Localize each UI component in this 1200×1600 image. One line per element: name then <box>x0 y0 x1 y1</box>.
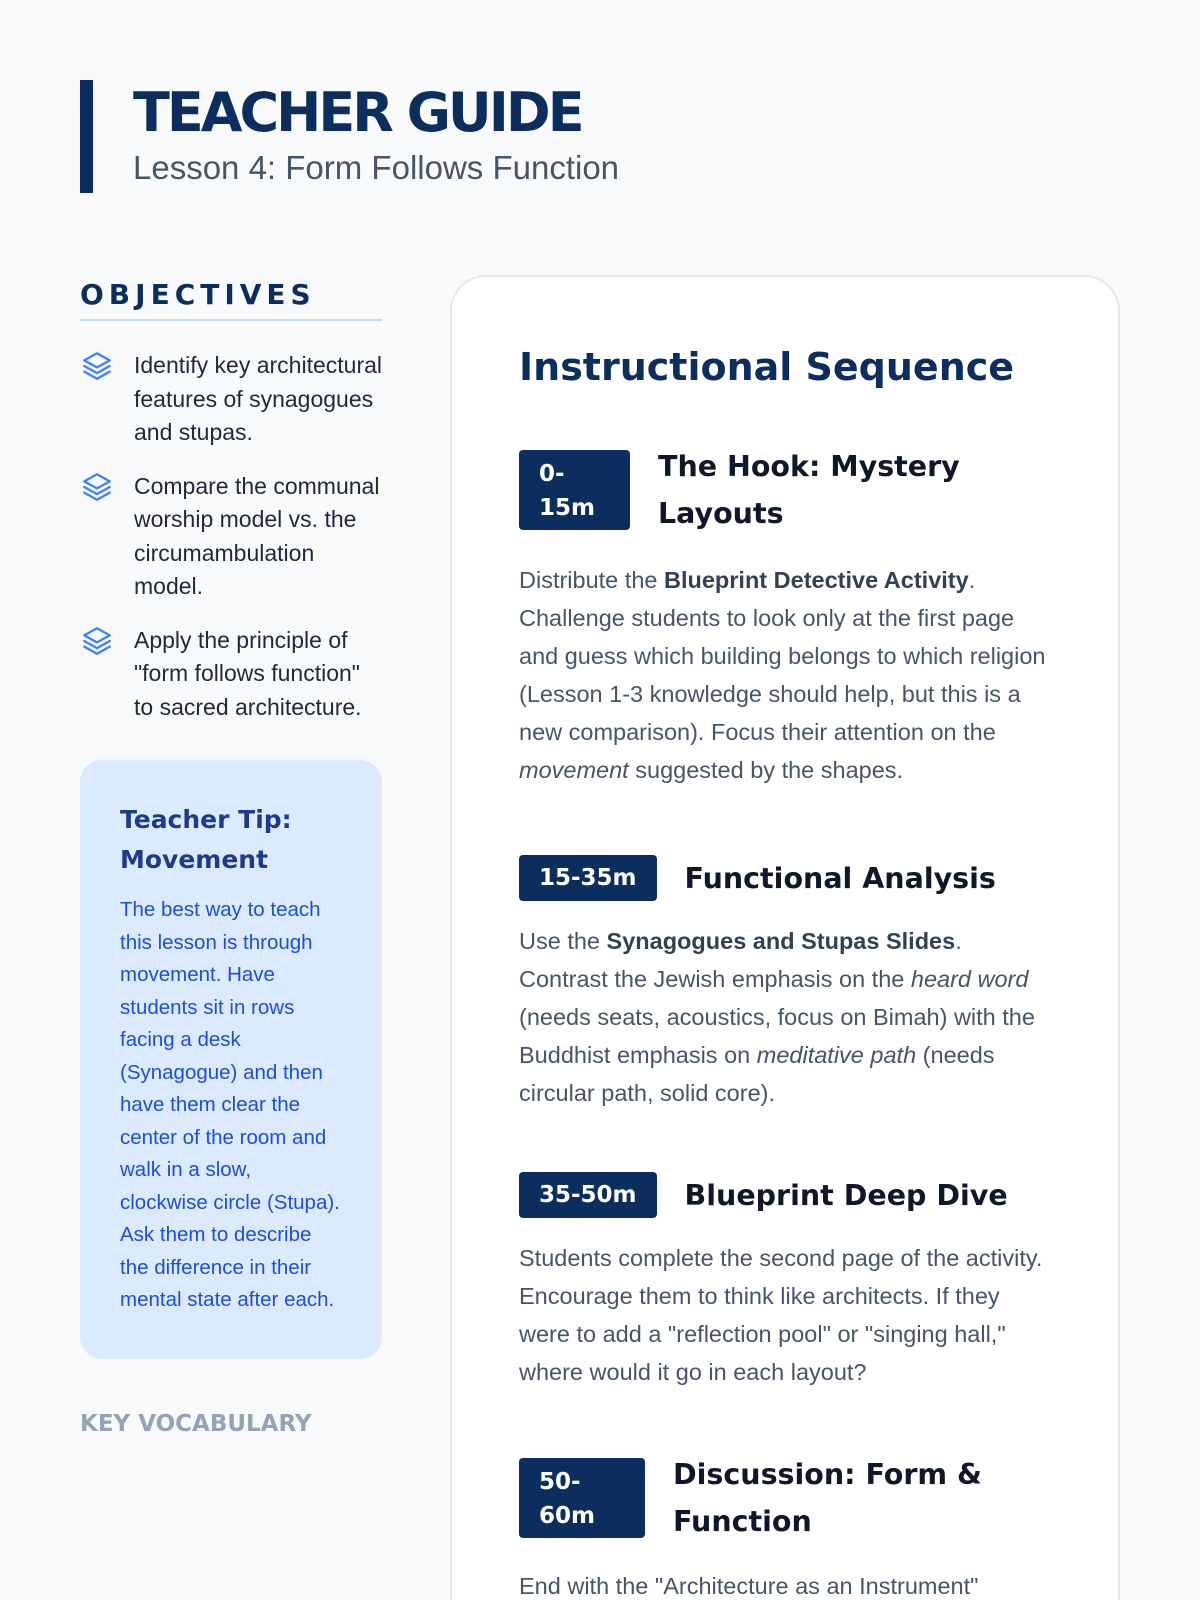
step-header <box>519 1172 1050 1219</box>
key-vocabulary-heading: KEY VOCABULARY <box>80 1410 312 1437</box>
teacher-tip-body: The best way to teach this lesson is through movement. Have students sit in rows facing a desk (Synagogue) and then have them clear the center of the room and walk in a slow, clockwise circle (Stupa). Ask them to describe the difference in their mental state after each. <box>120 898 340 1311</box>
time-badge: 35-50m <box>519 1172 657 1218</box>
page-title: TEACHER GUIDE <box>133 81 582 144</box>
sequence-step <box>519 1451 1050 1600</box>
layers-icon <box>80 349 114 383</box>
objective-text: Identify key architectural features of synagogues and stupas. <box>134 352 383 445</box>
objective-item <box>80 624 382 725</box>
step-description: Students complete the second page of the activity. Encourage them to think like architects. If they were to add a "reflection pool" or "singing hall," where would it go in each layout? <box>519 1244 1043 1385</box>
step-title: Discussion: Form & Function <box>673 1457 982 1538</box>
sidebar <box>80 278 382 1437</box>
time-badge: 50-60m <box>519 1458 645 1538</box>
time-badge: 15-35m <box>519 855 657 901</box>
step-description: End with the "Architecture as an Instrument" <box>519 1572 979 1599</box>
layers-icon <box>80 470 114 504</box>
teacher-tip-title: Teacher Tip: Movement <box>120 805 292 874</box>
time-badge: 0-15m <box>519 450 630 530</box>
instructional-sequence-card <box>450 275 1120 1600</box>
objectives-list <box>80 349 382 724</box>
lesson-subtitle: Lesson 4: Form Follows Function <box>133 149 620 186</box>
sequence-step <box>519 1172 1050 1391</box>
objective-text: Apply the principle of "form follows function" to sacred architecture. <box>134 626 362 720</box>
step-description: Use the Synagogues and Stupas Slides. Contrast the Jewish emphasis on the heard word (needs seats, acoustics, focus on Bimah) with the Buddhist emphasis on meditative path (needs circular path, solid core). <box>519 927 1035 1106</box>
card-title: Instructional Sequence <box>519 345 1015 389</box>
layers-icon <box>80 624 114 658</box>
step-title: The Hook: Mystery Layouts <box>658 449 960 530</box>
step-header <box>519 855 1050 902</box>
teacher-tip-box <box>80 760 382 1359</box>
page-header <box>80 80 619 193</box>
objective-item <box>80 470 382 604</box>
objective-item <box>80 349 382 450</box>
sequence-step <box>519 855 1050 1112</box>
step-title: Functional Analysis <box>684 861 996 895</box>
sequence-step <box>519 443 1050 789</box>
objective-text: Compare the communal worship model vs. the circumambulation model. <box>134 472 380 599</box>
objectives-heading: OBJECTIVES <box>80 278 382 321</box>
step-header <box>519 443 1050 537</box>
step-title: Blueprint Deep Dive <box>684 1178 1008 1212</box>
step-description: Distribute the Blueprint Detective Activity. Challenge students to look only at the first page and guess which building belongs to which religion (Lesson 1-3 knowledge should help, but this is a new comparison). Focus their attention on the movement suggested by the shapes. <box>519 566 1046 783</box>
step-header <box>519 1451 1050 1545</box>
